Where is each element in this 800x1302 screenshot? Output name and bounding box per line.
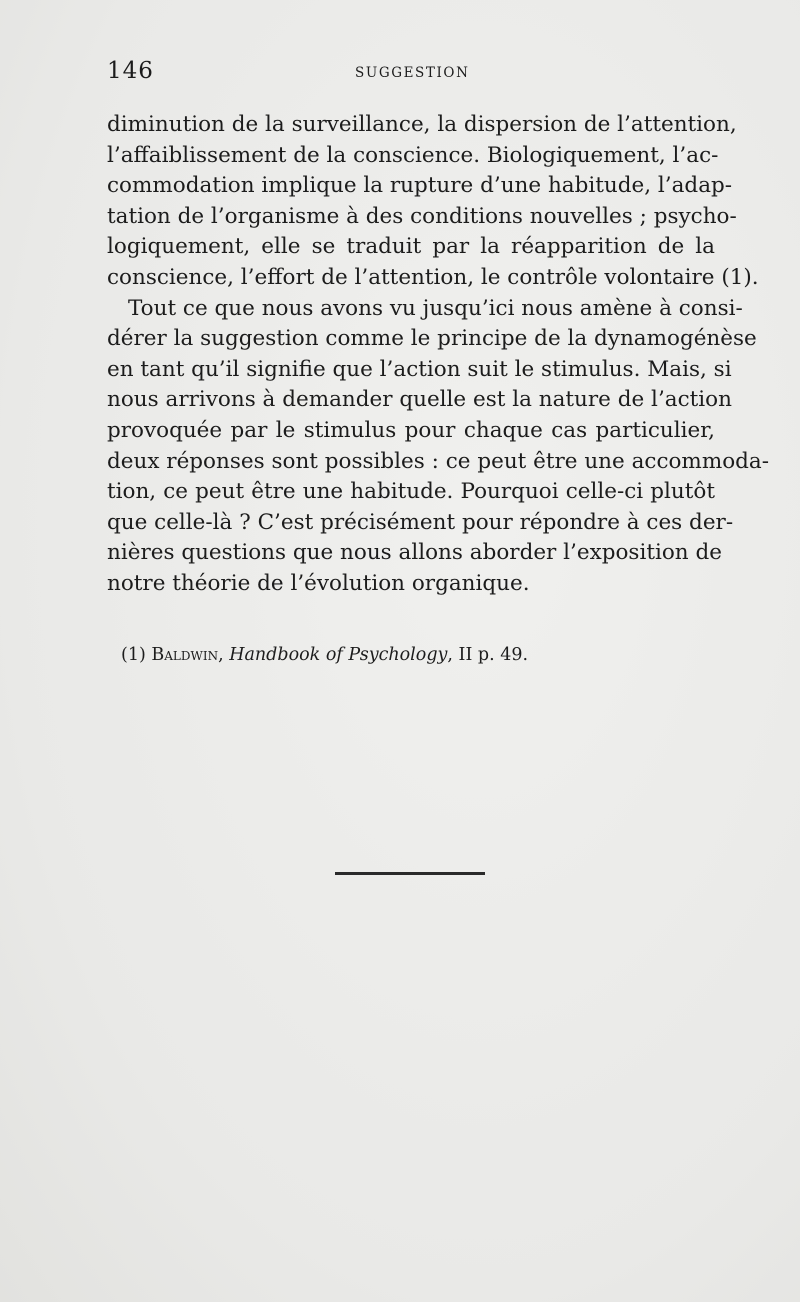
footnote-title: Handbook of Psychology [229, 645, 448, 665]
footnote-reference: II p. 49. [458, 645, 529, 665]
section-divider [335, 872, 485, 875]
footnote: (1) Baldwin, Handbook of Psychology, II p. 49. [121, 645, 529, 665]
text-line: que celle-là ? C’est précisément pour répondre à ces der- [107, 509, 734, 535]
footnote-marker: (1) [121, 645, 146, 665]
text-line: provoquée par le stimulus pour chaque cas particulier, [107, 417, 715, 443]
page-number: 146 [107, 58, 154, 84]
text-line: tion, ce peut être une habitude. Pourquoi celle-ci plutôt [107, 479, 715, 505]
text-line: en tant qu’il signifie que l’action suit le stimulus. Mais, si [107, 356, 732, 382]
text-line: nières questions que nous allons aborder l’exposition de [107, 540, 722, 566]
text-line: diminution de la surveillance, la dispersion de l’attention, [107, 112, 737, 137]
text-line: l’affaiblissement de la conscience. Biologiquement, l’ac- [107, 142, 719, 168]
text-line: tation de l’organisme à des conditions nouvelles ; psycho- [107, 203, 737, 229]
text-line: logiquement, elle se traduit par la réapparition de la [107, 234, 715, 260]
text-line: Tout ce que nous avons vu jusqu’ici nous amène à consi- [128, 295, 743, 321]
text-line: notre théorie de l’évolution organique. [107, 570, 530, 596]
text-line: dérer la suggestion comme le principe de la dynamogénèse [107, 326, 757, 352]
text-line: conscience, l’effort de l’attention, le contrôle volontaire (1). [107, 264, 759, 290]
text-line: deux réponses sont possibles : ce peut être une accommoda- [107, 448, 769, 474]
page-header [107, 58, 717, 88]
running-title: SUGGESTION [355, 65, 470, 81]
text-line: commodation implique la rupture d’une habitude, l’adap- [107, 173, 733, 199]
body-text [107, 110, 769, 600]
text-line: nous arrivons à demander quelle est la nature de l’action [107, 387, 732, 413]
footnote-author: Baldwin [151, 645, 219, 665]
